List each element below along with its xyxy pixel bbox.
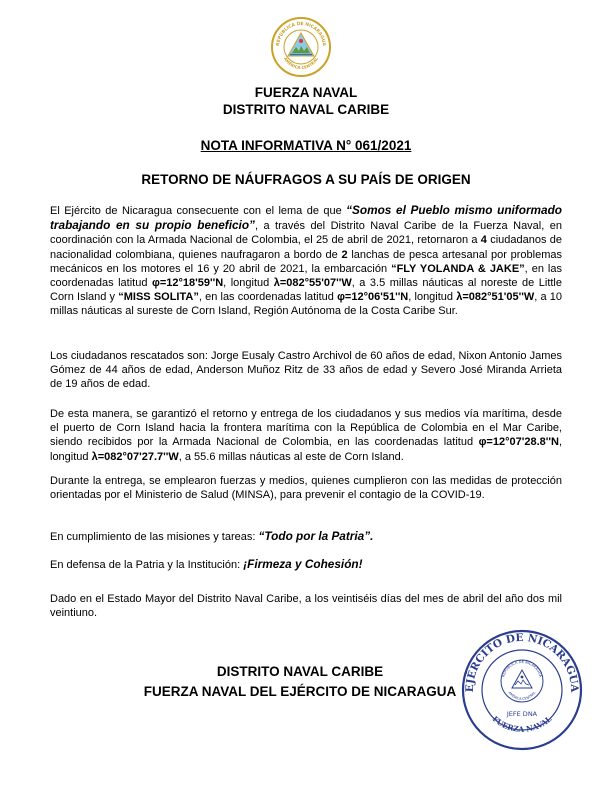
slogan: ¡Firmeza y Cohesión!: [243, 557, 363, 571]
coordinate: φ=12°07'28.8''N: [478, 436, 559, 449]
signature-line-2: FUERZA NAVAL DEL EJÉRCITO DE NICARAGUA: [143, 684, 457, 699]
coordinate: λ=082°55'07''W: [273, 277, 352, 290]
paragraph-date: Dado en el Estado Mayor del Distrito Naval Caribe, a los veintiséis días del mes de abril del año dos mil veintiuno.: [50, 593, 562, 620]
slogan: “Todo por la Patria”.: [258, 529, 374, 543]
stamp-center-text: JEFE DNA: [506, 710, 538, 718]
note-title: NOTA INFORMATIVA N° 061/2021: [200, 138, 412, 153]
paragraph-intro: El Ejército de Nicaragua consecuente con el lema de que “Somos el Pueblo mismo uniformado trabajando en su propio beneficio”, a través del Distrito Naval Caribe de la Fuerza Naval, en coordinación con la Armada Nacional de Colombia, el 25 de abril de 2021, retornaron a 4 ciudadanos de nacionalidad colombiana, quienes naufragaron a bordo de 2 lanchas de pesca artesanal por problemas mecánicos en los motores el 16 y 20 abril de 2021, la embarcación “FLY YOLANDA & JAKE”, en las coordenadas latitud φ=12°18'59''N, longitud λ=082°55'07''W, a 3.5 millas náuticas al noreste de Little Corn Island y “MISS SOLITA”, en las coordenadas latitud φ=12°06'51''N, longitud λ=082°51'05''W, a 10 millas náuticas al sureste de Corn Island, Región Autónoma de la Costa Caribe Sur.: [50, 203, 562, 318]
stamp-inner-bottom-text: AMÉRICA CENTRAL: [507, 690, 537, 702]
stamp-outer-bottom-text: FUERZA NAVAL: [490, 714, 554, 734]
coordinate: λ=082°51'05''W: [456, 291, 535, 304]
coordinate: φ=12°06'51''N: [337, 291, 409, 304]
subject-title: RETORNO DE NÁUFRAGOS A SU PAÍS DE ORIGEN: [141, 172, 471, 187]
stamp-outer-top-text: EJÉRCITO DE NICARAGUA: [463, 631, 581, 693]
stamp-inner-top-text: REPÚBLICA DE NICARAGUA: [501, 659, 543, 678]
paragraph-covid: Durante la entrega, se emplearon fuerzas y medios, quienes cumplieron con las medidas de protección orientadas por el Ministerio de Salud (MINSA), para prevenir el contagio de la COVID-19.: [50, 475, 562, 502]
emblem-bottom-text: AMÉRICA CENTRAL: [282, 56, 320, 71]
svg-text:REPÚBLICA DE NICARAGUA: [501, 660, 542, 678]
paragraph-missions: En cumplimiento de las misiones y tareas: “Todo por la Patria”.: [50, 529, 374, 543]
paragraph-defense: En defensa de la Patria y la Institución: ¡Firmeza y Cohesión!: [50, 557, 363, 571]
paragraph-delivery: De esta manera, se garantizó el retorno y entrega de los ciudadanos y sus medios vía marítima, desde el puerto de Corn Island hacia la frontera marítima con la República de Colombia en el Mar Caribe, siendo recibidos por la Armada Nacional de Colombia, en las coordenadas latitud φ=12°07'28.8''N, longitud λ=082°07'27.7''W, a 55.6 millas náuticas al este de Corn Island.: [50, 408, 562, 463]
official-stamp: [460, 628, 584, 752]
header-line-1: FUERZA NAVAL: [254, 85, 358, 100]
signature-line-1: DISTRITO NAVAL CARIBE: [216, 664, 384, 679]
coordinate: φ=12°18'59''N: [151, 277, 224, 290]
nicaragua-coat-of-arms-icon: [270, 16, 332, 78]
motto: “Somos el Pueblo mismo uniformado trabajando en su propio beneficio”: [50, 203, 562, 233]
paragraph-rescued: Los ciudadanos rescatados son: Jorge Eusaly Castro Archivol de 60 años de edad, Nixon Antonio James Gómez de 44 años de edad, Anderson Muñoz Ritz de 33 años de edad y Severo José Miranda Arrieta de 19 años de edad.: [50, 350, 562, 391]
boat-name: “FLY YOLANDA & JAKE”: [391, 262, 525, 275]
coordinate: λ=082°07'27.7''W: [91, 450, 179, 463]
boat-name: “MISS SOLITA”: [118, 291, 199, 304]
emblem-top-text: REPÚBLICA DE NICARAGUA: [275, 21, 327, 47]
header-line-2: DISTRITO NAVAL CARIBE: [222, 102, 390, 117]
